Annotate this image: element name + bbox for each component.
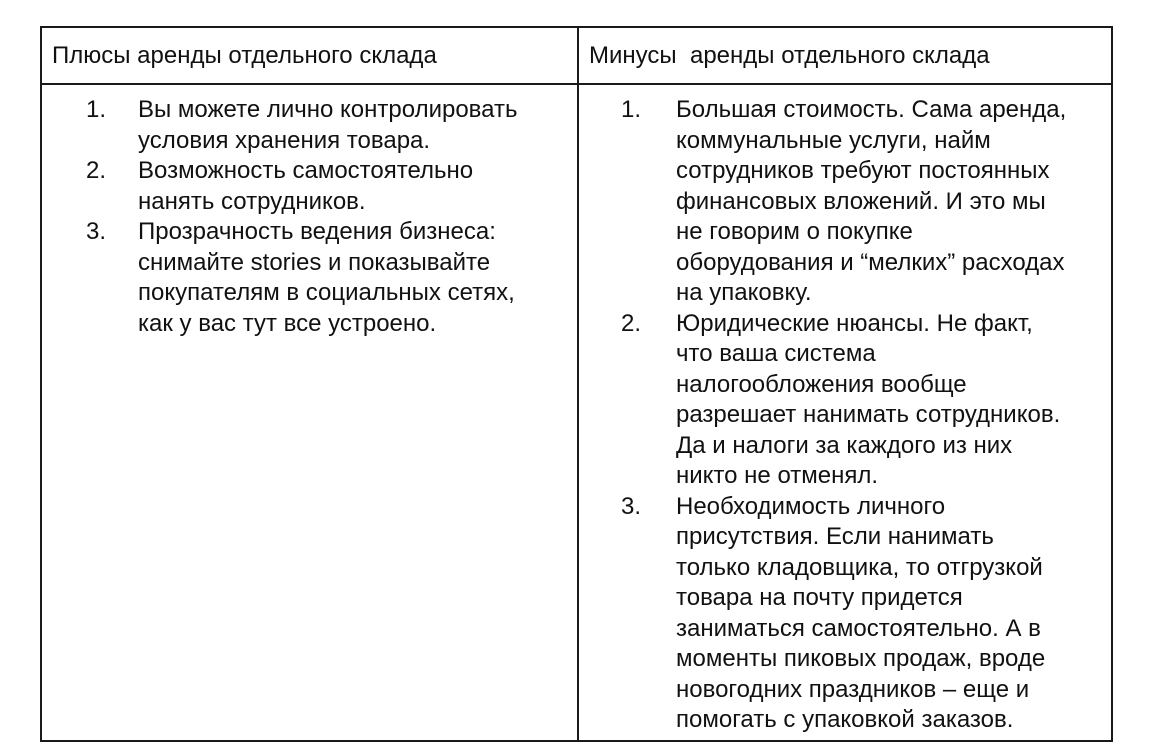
cons-item-3-line-3: только кладовщика, то отгрузкой [676, 553, 1043, 581]
cons-item-2 [621, 309, 1111, 492]
cons-item-1-line-2: коммунальные услуги, найм [676, 126, 991, 154]
cons-item-3 [621, 492, 1111, 736]
pros-item-3-line-4: как у вас тут все устроено. [138, 309, 437, 337]
cons-item-1-line-4: финансовых вложений. И это мы [676, 187, 1046, 215]
cons-item-3-text [676, 492, 1111, 736]
pros-item-2-line-2: нанять сотрудников. [138, 187, 366, 215]
cons-item-3-line-4: товара на почту придется [676, 584, 963, 611]
pros-item-1-line-2: условия хранения товара. [138, 126, 431, 154]
cons-item-3-line-5: заниматься самостоятельно. А в [676, 614, 1041, 642]
cons-header: Минусы аренды отдельного склада [589, 41, 990, 69]
cons-item-3-line-6: моменты пиковых продаж, вроде [676, 645, 1046, 672]
cons-item-1-text [676, 95, 1111, 309]
cons-item-3-line-7: новогодних праздников – еще и [676, 675, 1030, 703]
cons-item-2-line-6: никто не отменял. [676, 462, 879, 489]
cons-item-2-line-5: Да и налоги за каждого из них [676, 431, 1013, 459]
pros-list [86, 95, 566, 339]
pros-item-2 [86, 156, 566, 217]
pros-item-1 [86, 95, 566, 156]
pros-item-2-number: 2. [86, 157, 107, 184]
cons-item-1-line-6: оборудования и “мелких” расходах [676, 248, 1065, 276]
cons-item-2-line-1: Юридические нюансы. Не факт, [676, 309, 1033, 337]
pros-item-1-number: 1. [86, 96, 107, 123]
cons-item-1-number: 1. [621, 96, 642, 123]
pros-item-3-text [138, 217, 566, 339]
cons-item-1-line-7: на упаковку. [676, 279, 812, 306]
cons-list [621, 95, 1111, 736]
cons-item-3-line-2: присутствия. Если нанимать [676, 523, 994, 550]
column-divider [577, 28, 579, 740]
pros-cons-table [40, 26, 1113, 742]
cons-item-3-line-8: помогать с упаковкой заказов. [676, 706, 1014, 733]
cons-item-2-text [676, 309, 1111, 492]
cons-item-3-line-1: Необходимость личного [676, 492, 946, 520]
header-row-divider [42, 83, 1111, 85]
cons-item-2-line-3: налогообложения вообще [676, 370, 967, 398]
pros-item-1-line-1: Вы можете лично контролировать [138, 96, 518, 123]
pros-item-1-text [138, 95, 566, 156]
cons-item-2-line-2: что ваша система [676, 340, 876, 367]
cons-item-1 [621, 95, 1111, 309]
pros-item-3-line-3: покупателям в социальных сетях, [138, 279, 515, 306]
pros-header: Плюсы аренды отдельного склада [52, 41, 437, 69]
cons-item-2-line-4: разрешает нанимать сотрудников. [676, 401, 1061, 428]
pros-item-2-line-1: Возможность самостоятельно [138, 157, 474, 184]
cons-item-1-line-1: Большая стоимость. Сама аренда, [676, 96, 1067, 123]
pros-item-3-line-1: Прозрачность ведения бизнеса: [138, 218, 496, 245]
cons-item-1-line-3: сотрудников требуют постоянных [676, 157, 1050, 184]
cons-item-1-line-5: не говорим о покупке [676, 218, 913, 245]
pros-item-3 [86, 217, 566, 339]
pros-item-3-number: 3. [86, 218, 107, 245]
cons-item-3-number: 3. [621, 492, 642, 520]
cons-item-2-number: 2. [621, 309, 642, 337]
pros-item-2-text [138, 156, 566, 217]
pros-item-3-line-2: снимайте stories и показывайте [138, 248, 491, 276]
